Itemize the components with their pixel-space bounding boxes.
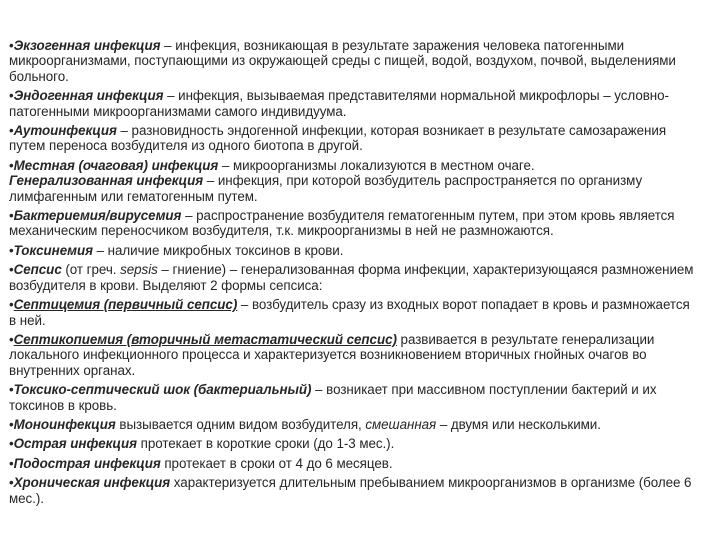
greek-word: sepsis — [120, 262, 158, 278]
bullet: • — [9, 331, 14, 347]
bullet: • — [9, 436, 14, 452]
definition-text: – гниение) – генерализованная форма инфекции, характеризующаяся размножением возбудителя в крови. Выделяют 2 формы сепсиса: — [9, 262, 694, 293]
term: Хроническая инфекция — [13, 475, 171, 491]
definition-text: характеризуется длительным пребыванием микроорганизмов в организме (более 6 мес.). — [9, 475, 692, 506]
bullet: • — [9, 157, 14, 173]
definition-generalized-infection — [9, 173, 700, 204]
definition-prefix: (от греч. — [61, 262, 121, 278]
bullet: • — [9, 242, 14, 258]
bullet: • — [9, 382, 14, 398]
definition-text: – наличие микробных токсинов в крови. — [92, 242, 344, 258]
bullet: • — [9, 416, 14, 432]
bullet: • — [9, 455, 14, 471]
term: Септицемия (первичный сепсис) — [13, 297, 238, 313]
term: Экзогенная инфекция — [13, 38, 161, 53]
definition-text: – инфекция, вызываемая представителями нормальной микрофлоры – условно-патогенными микроорганизмами самого индивидуума. — [9, 88, 669, 119]
definition-sepsis — [9, 262, 700, 293]
bullet: • — [9, 123, 14, 139]
definition-acute-infection — [9, 436, 700, 451]
term: Бактериемия/вирусемия — [13, 208, 182, 224]
bullet: • — [9, 297, 14, 313]
definition-local-infection — [9, 158, 700, 173]
bullet: • — [9, 262, 14, 278]
definition-text: – распространение возбудителя гематогенным путем, при этом кровь является механическим переносчиком возбудителя, т.к. микроорганизмы в ней не размножаются. — [9, 208, 675, 239]
definition-toxic-septic-shock — [9, 382, 700, 413]
term: Острая инфекция — [13, 436, 137, 452]
term: Генерализованная инфекция — [9, 173, 204, 189]
term: Септикопиемия (вторичный метастатический сепсис) — [13, 331, 397, 347]
mixed-word: смешанная — [365, 416, 437, 432]
definition-text: – возбудитель сразу из входных ворот попадает в кровь и размножается в ней. — [9, 297, 690, 328]
term: Эндогенная инфекция — [13, 88, 164, 104]
definition-text: – микроорганизмы локализуются в местном очаге. — [218, 157, 535, 173]
term: Токсинемия — [13, 242, 93, 258]
definition-text: развивается в результате генерализации локального инфекционного процесса и характеризуется возникновением вторичных гнойных очагов во внутренних органах. — [9, 331, 655, 378]
definition-text: протекает в короткие сроки (до 1-3 мес.). — [136, 436, 395, 452]
definition-septicemia — [9, 297, 700, 328]
definition-prefix: вызывается одним видом возбудителя, — [115, 416, 366, 432]
definition-autoinfection — [9, 123, 700, 154]
definition-text: – разновидность эндогенной инфекции, которая возникает в результате самозаражения путем переноса возбудителя из одного биотопа в другой. — [9, 123, 667, 154]
definition-text: – двумя или несколькими. — [436, 416, 601, 432]
definition-monoinfection — [9, 417, 700, 432]
definition-toxinemia — [9, 243, 700, 258]
term: Подострая инфекция — [13, 455, 161, 471]
definition-chronic-infection — [9, 475, 700, 506]
term: Местная (очаговая) инфекция — [13, 157, 219, 173]
term: Сепсис — [13, 262, 62, 278]
term: Токсико-септический шок (бактериальный) — [13, 382, 312, 398]
definition-subacute-infection — [9, 456, 700, 471]
bullet: • — [9, 38, 14, 53]
term: Аутоинфекция — [13, 123, 117, 139]
bullet: • — [9, 88, 14, 104]
bullet: • — [9, 475, 14, 491]
bullet: • — [9, 208, 14, 224]
definition-text: протекает в сроки от 4 до 6 месяцев. — [160, 455, 393, 471]
definition-text: – инфекция, при которой возбудитель распространяется по организму лимфагенным или гематогенным путем. — [9, 173, 643, 204]
definition-septicopyemia — [9, 332, 700, 378]
term: Моноинфекция — [13, 416, 116, 432]
definition-endogenous-infection — [9, 88, 700, 119]
definition-bacteremia — [9, 208, 700, 239]
definition-text: – инфекция, возникающая в результате заражения человека патогенными микроорганизмами, поступающими из окружающей среды с пищей, водой, воздухом, почвой, выделениями больного. — [9, 38, 676, 84]
definition-text: – возникает при массивном поступлении бактерий и их токсинов в кровь. — [9, 382, 657, 413]
definition-exogenous-infection — [9, 38, 700, 84]
